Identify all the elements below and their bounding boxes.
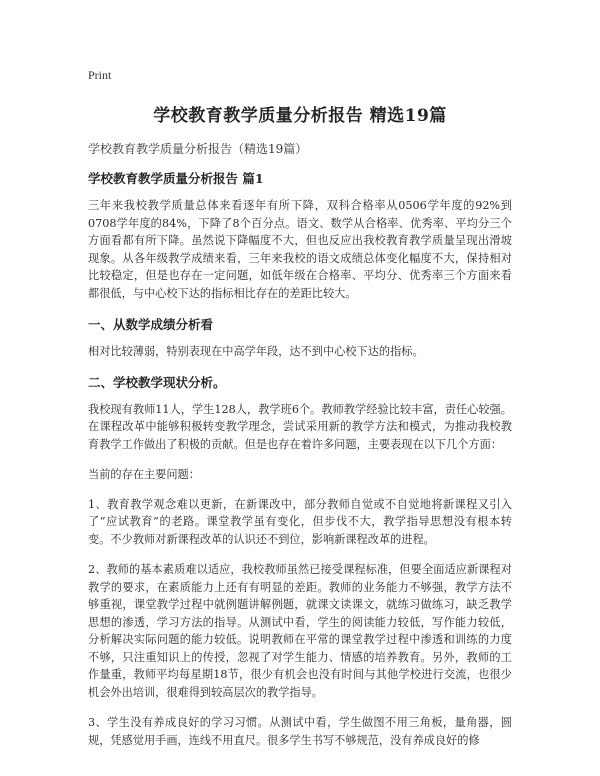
document-title: 学校教育教学质量分析报告 精选19篇 <box>153 106 447 126</box>
print-link[interactable]: Print <box>88 68 112 82</box>
section-heading-status: 二、学校教学现状分析。 <box>88 374 226 390</box>
section-heading-math: 一、从数学成绩分析看 <box>88 317 214 332</box>
paragraph-math: 相对比较薄弱，特别表现在中高学年段，达不到中心校下达的指标。 <box>88 345 424 358</box>
document-subtitle: 学校教育教学质量分析报告（精选19篇） <box>88 142 308 156</box>
paragraph-problem-3: 3、学生没有养成良好的学习习惯。从测试中看，学生做图不用三角板，量角器，圆规，凭感觉用手画，连线不用直尺。很多学生书写不够规范，没有养成良好的修 <box>88 716 512 747</box>
article-heading: 学校教育教学质量分析报告 篇1 <box>88 171 264 186</box>
paragraph-overview: 三年来我校教学质量总体来看逐年有所下降，双科合格率从0506学年度的92%到0708学年度的84%，下降了8个百分点。语文、数学从合格率、优秀率、平均分三个方面看都有所下降。虽然说下降幅度不大，但也反应出我校教育教学质量呈现出滑坡现象。从各年级教学成绩来看，三年来我校的语文成绩总体变化幅度不大，保持相对比较稳定，但是也存在一定问题，如低年级在合格率、平均分、优秀率三个方面来看都很低，与中心校下达的指标相比存在的差距比较大。 <box>88 199 512 300</box>
paragraph-problem-1: 1、教育教学观念难以更新，在新课改中，部分教师自觉或不自觉地将新课程又引入了“应试教育”的老路。课堂教学虽有变化，但步伐不大，教学指导思想没有根本转变。不少教师对新课程改革的认识还不到位，影响新课程改革的进程。 <box>88 497 512 546</box>
paragraph-problem-2: 2、教师的基本素质难以适应，我校教师虽然已接受课程标准，但要全面适应新课程对教学的要求，在素质能力上还有有明显的差距。教师的业务能力不够强，教学方法不够重视，课堂教学过程中就例题讲解例题，就课文读课文，就练习做练习，缺乏教学思想的渗透，学习方法的指导。从测试中看，学生的阅读能力较低，写作能力较低，分析解决实际问题的能力较低。说明教师在平常的课堂教学过程中渗透和训练的力度不够，只注重知识上的传授，忽视了对学生能力、情感的培养教育。另外，教师的工作量重，教师平均每星期18节，很少有机会也没有时间与其他学校进行交流，也很少机会外出培训，很难得到较高层次的教学指导。 <box>88 563 512 699</box>
paragraph-status: 我校现有教师11人，学生128人，教学班6个。教师教学经验比较丰富，责任心较强。在课程改革中能够积极转变教学理念，尝试采用新的教学方法和模式，为推动我校教育教学工作做出了积极的贡献。但是也存在着许多问题，主要表现在以下几个方面： <box>88 402 512 451</box>
paragraph-problems-intro: 当前的存在主要问题： <box>88 468 200 481</box>
